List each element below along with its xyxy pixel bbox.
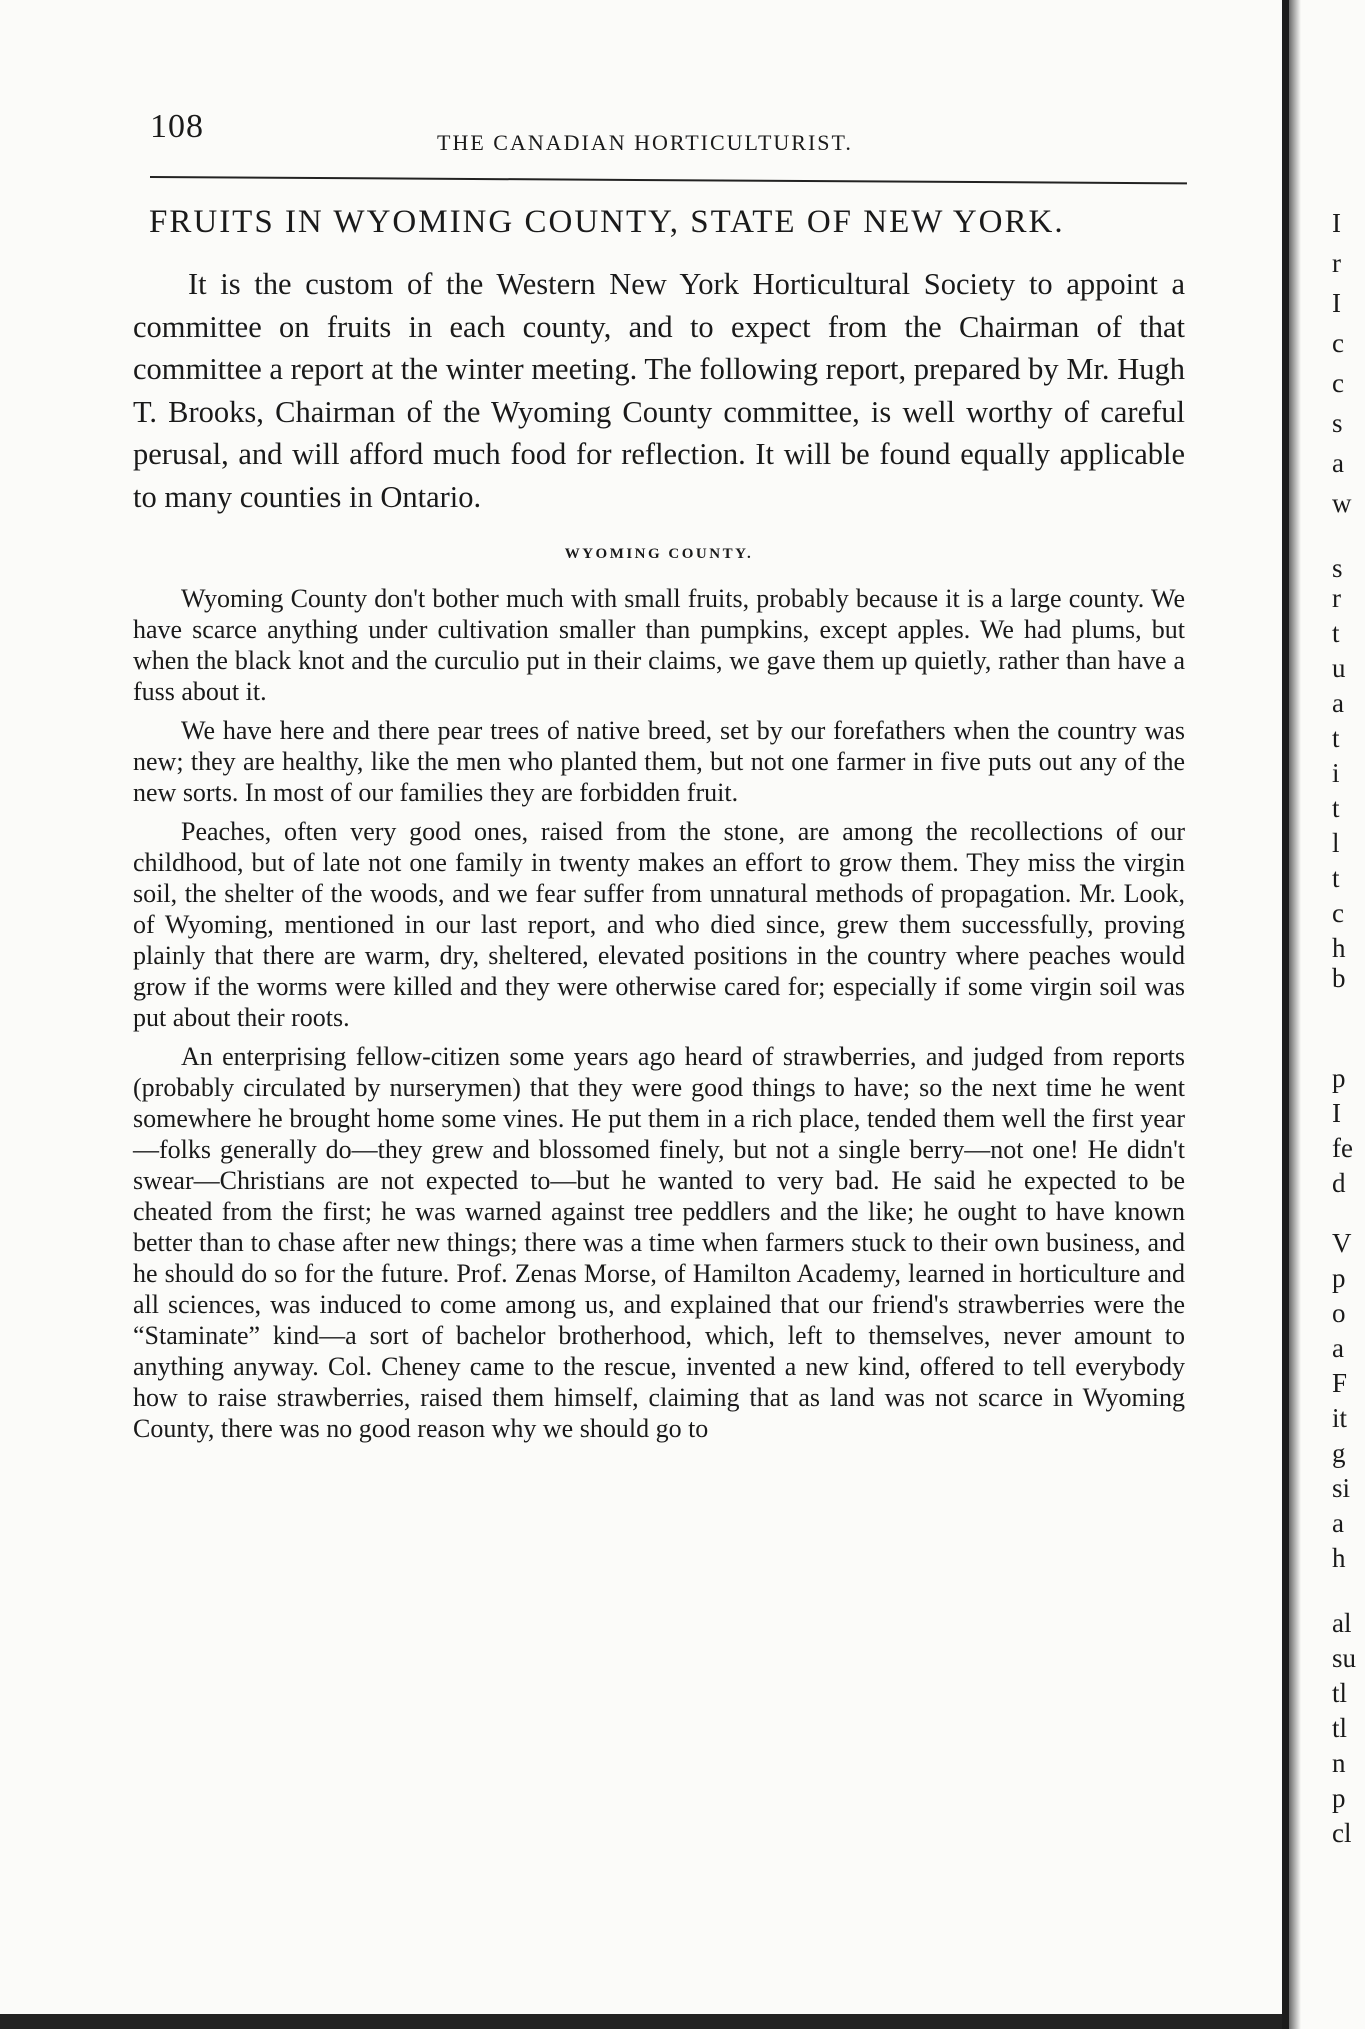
report-paragraph: Peaches, often very good ones, raised from the stone, are among the recollections of our childhood, but of late not one family in twenty makes an effort to grow them. They miss the virgin soil, the shelter of the woods, and we fear suffer from unnatural methods of propagation. Mr. Look, of Wyoming, mentioned in our last report, and who died since, grew them successfully, proving plainly that there are warm, dry, sheltered, elevated positions in the country where peaches would grow if the worms were killed and they were otherwise cared for; especially if some virgin soil was put about their roots. (133, 817, 1185, 1032)
facing-page-letter: al (1332, 1608, 1352, 1638)
facing-page-letter: I (1332, 208, 1341, 238)
running-head (150, 108, 1180, 158)
facing-page-letter: c (1332, 898, 1344, 928)
facing-page-letter: l (1332, 828, 1340, 858)
facing-page-letter: d (1332, 1168, 1346, 1198)
facing-page-fragment (1328, 0, 1365, 2029)
report-paragraph: An enterprising fellow-citizen some years ago heard of strawberries, and judged from reports (probably circulated by nurserymen) that they were good things to have; so the next time he went somewhere he brought home some vines. He put them in a rich place, tended them well the first year—folks generally do—they grew and blossomed finely, but not a single berry—not one! He didn't swear—Christians are not expected to—but he wanted to very bad. He said he expected to be cheated from the first; he was warned against tree peddlers and the like; he ought to have known better than to chase after new things; there was a time when farmers stuck to their own business, and he should do so for the future. Prof. Zenas Morse, of Hamilton Academy, learned in horticulture and all sciences, was induced to come among us, and explained that our friend's strawberries were the “Staminate” kind—a sort of bachelor brotherhood, which, left to themselves, never amount to anything anyway. Col. Cheney came to the rescue, invented a new kind, offered to tell everybody how to raise strawberries, raised them himself, claiming that as land was not scarce in Wyoming County, there was no good reason why we should go to (133, 1042, 1185, 1443)
facing-page-letter: c (1332, 328, 1344, 358)
page-bottom-edge (0, 2014, 1282, 2029)
facing-page-letter: b (1332, 963, 1346, 993)
journal-title: THE CANADIAN HORTICULTURIST. (437, 130, 853, 155)
facing-page-letter: si (1332, 1473, 1351, 1503)
facing-page-letter: fe (1332, 1133, 1353, 1163)
facing-page-letter: t (1332, 863, 1340, 893)
facing-page-letter: a (1332, 1333, 1344, 1363)
facing-page-letter: t (1332, 793, 1340, 823)
book-gutter (1282, 0, 1289, 2029)
page-number: 108 (150, 108, 204, 145)
article (133, 204, 1185, 1452)
facing-page-letter: F (1332, 1368, 1348, 1398)
article-intro (133, 263, 1185, 518)
facing-page-letter: i (1332, 758, 1340, 788)
facing-page-letter: n (1332, 1748, 1346, 1778)
facing-page-letter: it (1332, 1403, 1348, 1433)
facing-page-letter: u (1332, 653, 1346, 683)
facing-page-letter: p (1332, 1783, 1346, 1813)
facing-page-letter: w (1332, 488, 1352, 518)
facing-page-letter: tl (1332, 1678, 1348, 1708)
facing-page-letter: I (1332, 288, 1341, 318)
report-body (133, 583, 1185, 1444)
article-title: FRUITS IN WYOMING COUNTY, STATE OF NEW YORK. (149, 204, 1065, 240)
report-paragraph: Wyoming County don't bother much with small fruits, probably because it is a large county. We have scarce anything under cultivation smaller than pumpkins, except apples. We had plums, but when the black knot and the curculio put in their claims, we gave them up quietly, rather than have a fuss about it. (133, 584, 1185, 706)
facing-page-letter: cl (1332, 1818, 1352, 1848)
facing-page-letter: p (1332, 1263, 1346, 1293)
facing-page-letter: h (1332, 1543, 1346, 1573)
facing-page-letter: s (1332, 553, 1343, 583)
facing-page-letter: a (1332, 688, 1344, 718)
facing-page-letter: r (1332, 248, 1341, 278)
facing-page-letter: h (1332, 933, 1346, 963)
intro-paragraph: It is the custom of the Western New York Horticultural Society to appoint a committee on fruits in each county, and to expect from the Chairman of that committee a report at the winter meeting. The following report, prepared by Mr. Hugh T. Brooks, Chairman of the Wyoming County committee, is well worthy of careful perusal, and will afford much food for reflection. It will be found equally applicable to many counties in Ontario. (133, 267, 1185, 514)
facing-page-letter: tl (1332, 1713, 1348, 1743)
facing-page-letter: I (1332, 1098, 1341, 1128)
facing-page-letter: a (1332, 448, 1344, 478)
facing-page-letter: V (1332, 1228, 1352, 1258)
header-rule (150, 176, 1187, 184)
facing-page-letter: r (1332, 583, 1341, 613)
facing-page-letter: g (1332, 1438, 1346, 1468)
facing-page-letter: s (1332, 408, 1343, 438)
facing-page-letter: t (1332, 723, 1340, 753)
report-paragraph: We have here and there pear trees of native breed, set by our forefathers when the country was new; they are healthy, like the men who planted them, but not one farmer in five puts out any of the new sorts. In most of our families they are forbidden fruit. (133, 716, 1185, 807)
section-heading: WYOMING COUNTY. (564, 546, 754, 562)
facing-page-letter: a (1332, 1508, 1344, 1538)
facing-page-letter: c (1332, 368, 1344, 398)
gutter-shadow (1289, 0, 1301, 2029)
facing-page-letter: o (1332, 1298, 1346, 1328)
facing-page-letter: t (1332, 618, 1340, 648)
facing-page-letter: p (1332, 1063, 1346, 1093)
facing-page-letter: su (1332, 1643, 1357, 1673)
